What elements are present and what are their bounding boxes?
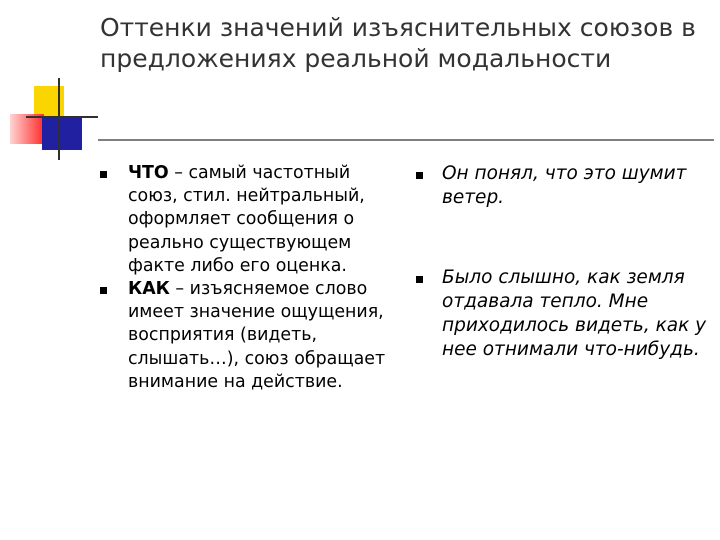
list-item: [410, 266, 710, 362]
list-item-text: Он понял, что это шумит ветер.: [442, 163, 687, 208]
square-bullet-icon: [416, 172, 423, 179]
list-item: [410, 162, 710, 210]
square-bullet-icon: [100, 171, 107, 178]
decor-horizontal-line: [26, 116, 98, 118]
decor-blue-square: [42, 118, 82, 150]
list-item-text: – изъясняемое слово имеет значение ощущения, восприятия (видеть, слышать…), союз обращает внимание на действие.: [128, 279, 386, 392]
list-item: [96, 278, 396, 394]
list-item-text: Было слышно, как земля отдавала тепло. Мне приходилось видеть, как у нее отнимали что-нибудь.: [442, 267, 707, 360]
square-bullet-icon: [100, 287, 107, 294]
slide-title: Оттенки значений изъяснительных союзов в предложениях реальной модальности: [100, 13, 696, 73]
title-underline: [98, 139, 714, 141]
list-item-text: – самый частотный союз, стил. нейтральный, оформляет сообщения о реально существующем факте либо его оценка.: [128, 163, 365, 276]
list-item: [96, 162, 396, 278]
list-item-term: ЧТО: [128, 163, 169, 183]
left-bullet-list: [96, 162, 396, 394]
right-bullet-list: [410, 162, 710, 362]
square-bullet-icon: [416, 276, 423, 283]
list-item-term: КАК: [128, 279, 170, 300]
decor-vertical-line: [58, 78, 60, 160]
decor-red-square: [10, 114, 44, 144]
